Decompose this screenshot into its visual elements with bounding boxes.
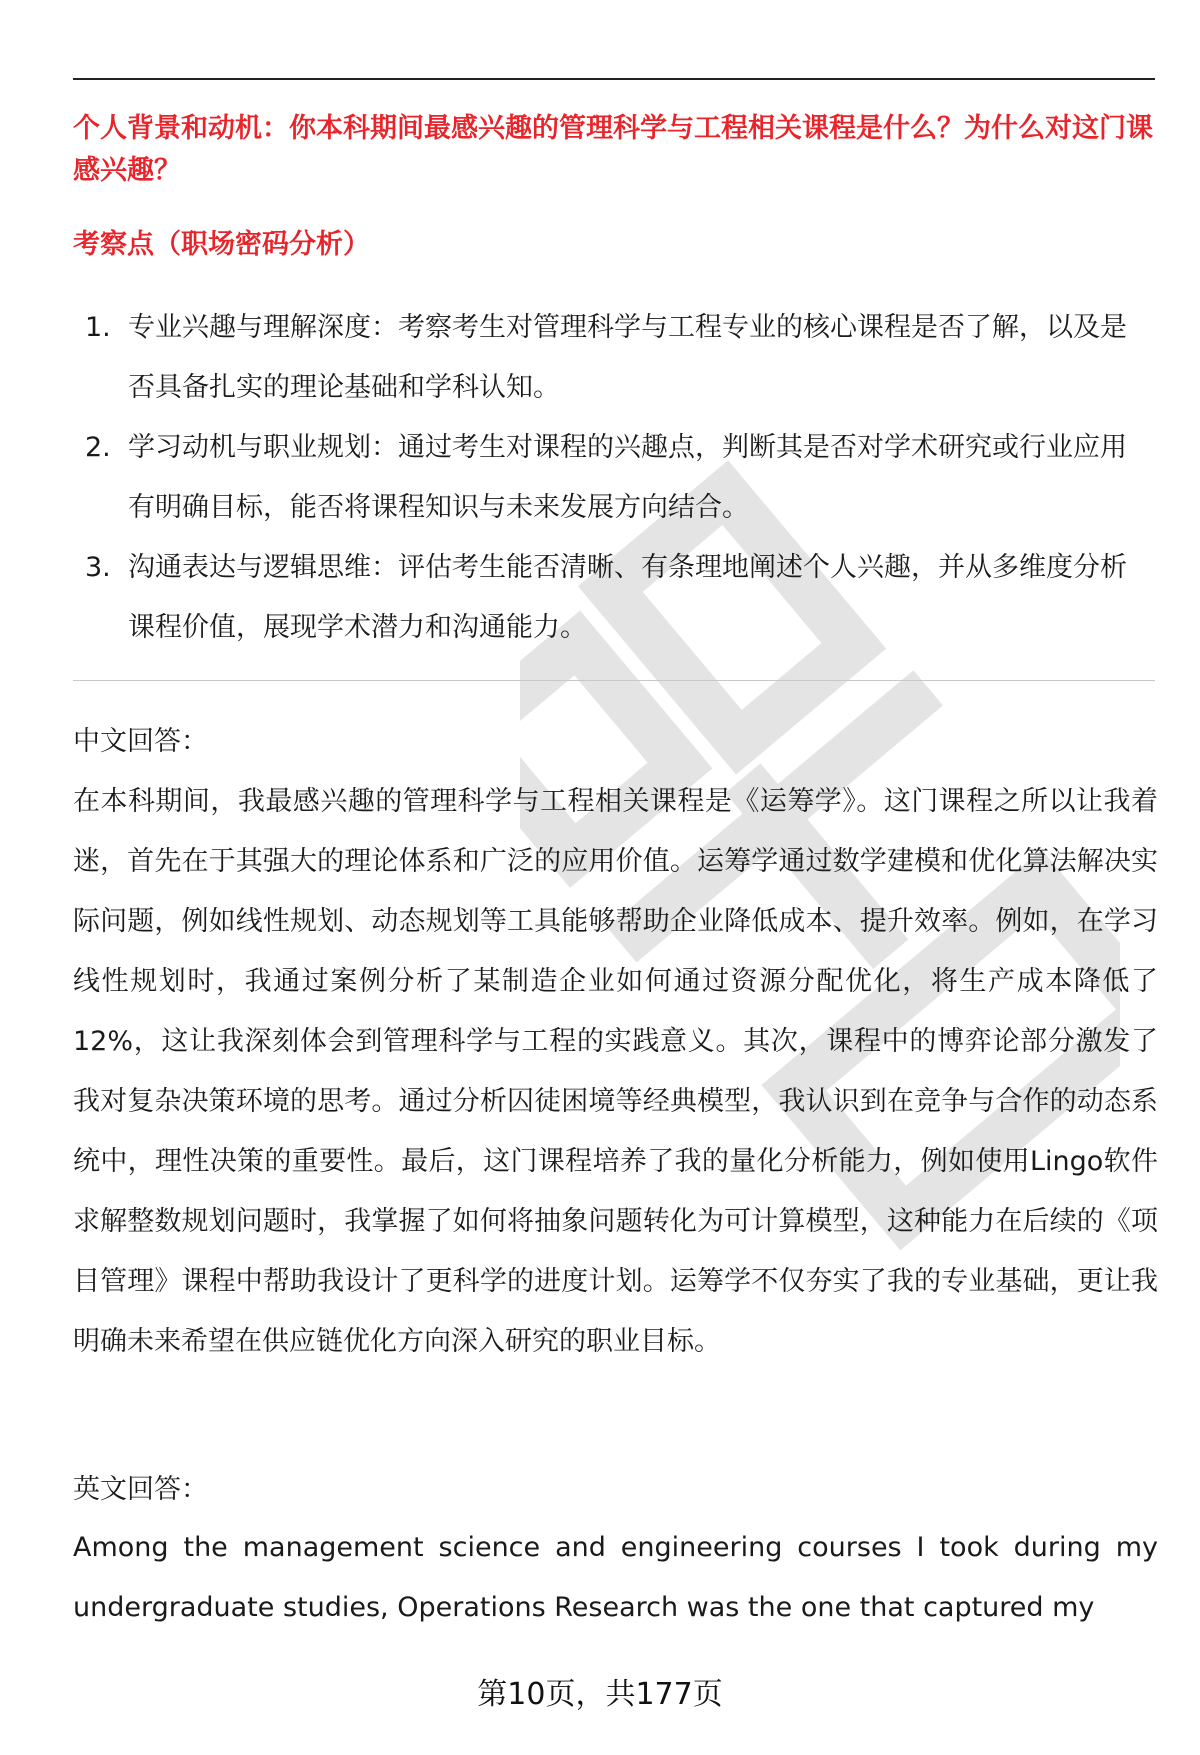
chinese-answer-label: 中文回答：: [73, 726, 208, 757]
list-item-number: 1.: [85, 312, 111, 343]
english-answer-text: Among the management science and engineering courses I took during my undergraduate studies, Operations Research was the one that captured my: [73, 1532, 1158, 1623]
list-item-text: 专业兴趣与理解深度：考察考生对管理科学与工程专业的核心课程是否了解，以及是否具备扎实的理论基础和学科认知。: [128, 312, 1127, 403]
section-divider: [73, 680, 1155, 681]
points-title: 考察点（职场密码分析）: [73, 229, 370, 260]
chinese-answer-text: 在本科期间，我最感兴趣的管理科学与工程相关课程是《运筹学》。这门课程之所以让我着迷，首先在于其强大的理论体系和广泛的应用价值。运筹学通过数学建模和优化算法解决实际问题，例如线性规划、动态规划等工具能够帮助企业降低成本、提升效率。例如，在学习线性规划时，我通过案例分析了某制造企业如何通过资源分配优化，将生产成本降低了12%，这让我深刻体会到管理科学与工程的实践意义。其次，课程中的博弈论部分激发了我对复杂决策环境的思考。通过分析囚徒困境等经典模型，我认识到在竞争与合作的动态系统中，理性决策的重要性。最后，这门课程培养了我的量化分析能力，例如使用Lingo软件求解整数规划问题时，我掌握了如何将抽象问题转化为可计算模型，这种能力在后续的《项目管理》课程中帮助我设计了更科学的进度计划。运筹学不仅夯实了我的专业基础，更让我明确未来希望在供应链优化方向深入研究的职业目标。: [73, 786, 1158, 1357]
list-item: [73, 418, 1153, 538]
list-item-text: 沟通表达与逻辑思维：评估考生能否清晰、有条理地阐述个人兴趣，并从多维度分析课程价值，展现学术潜力和沟通能力。: [128, 552, 1127, 643]
assessment-points-list: [73, 298, 1153, 658]
top-divider: [73, 78, 1155, 80]
page-number-footer: 第10页，共177页: [477, 1677, 723, 1712]
question-heading: 个人背景和动机：你本科期间最感兴趣的管理科学与工程相关课程是什么？为什么对这门课感兴趣？: [73, 113, 1153, 186]
list-item-number: 3.: [85, 552, 111, 583]
list-item: [73, 298, 1153, 418]
list-item-number: 2.: [85, 432, 111, 463]
list-item: [73, 538, 1153, 658]
english-answer-label: 英文回答：: [73, 1474, 208, 1505]
list-item-text: 学习动机与职业规划：通过考生对课程的兴趣点，判断其是否对学术研究或行业应用有明确目标，能否将课程知识与未来发展方向结合。: [128, 432, 1127, 523]
